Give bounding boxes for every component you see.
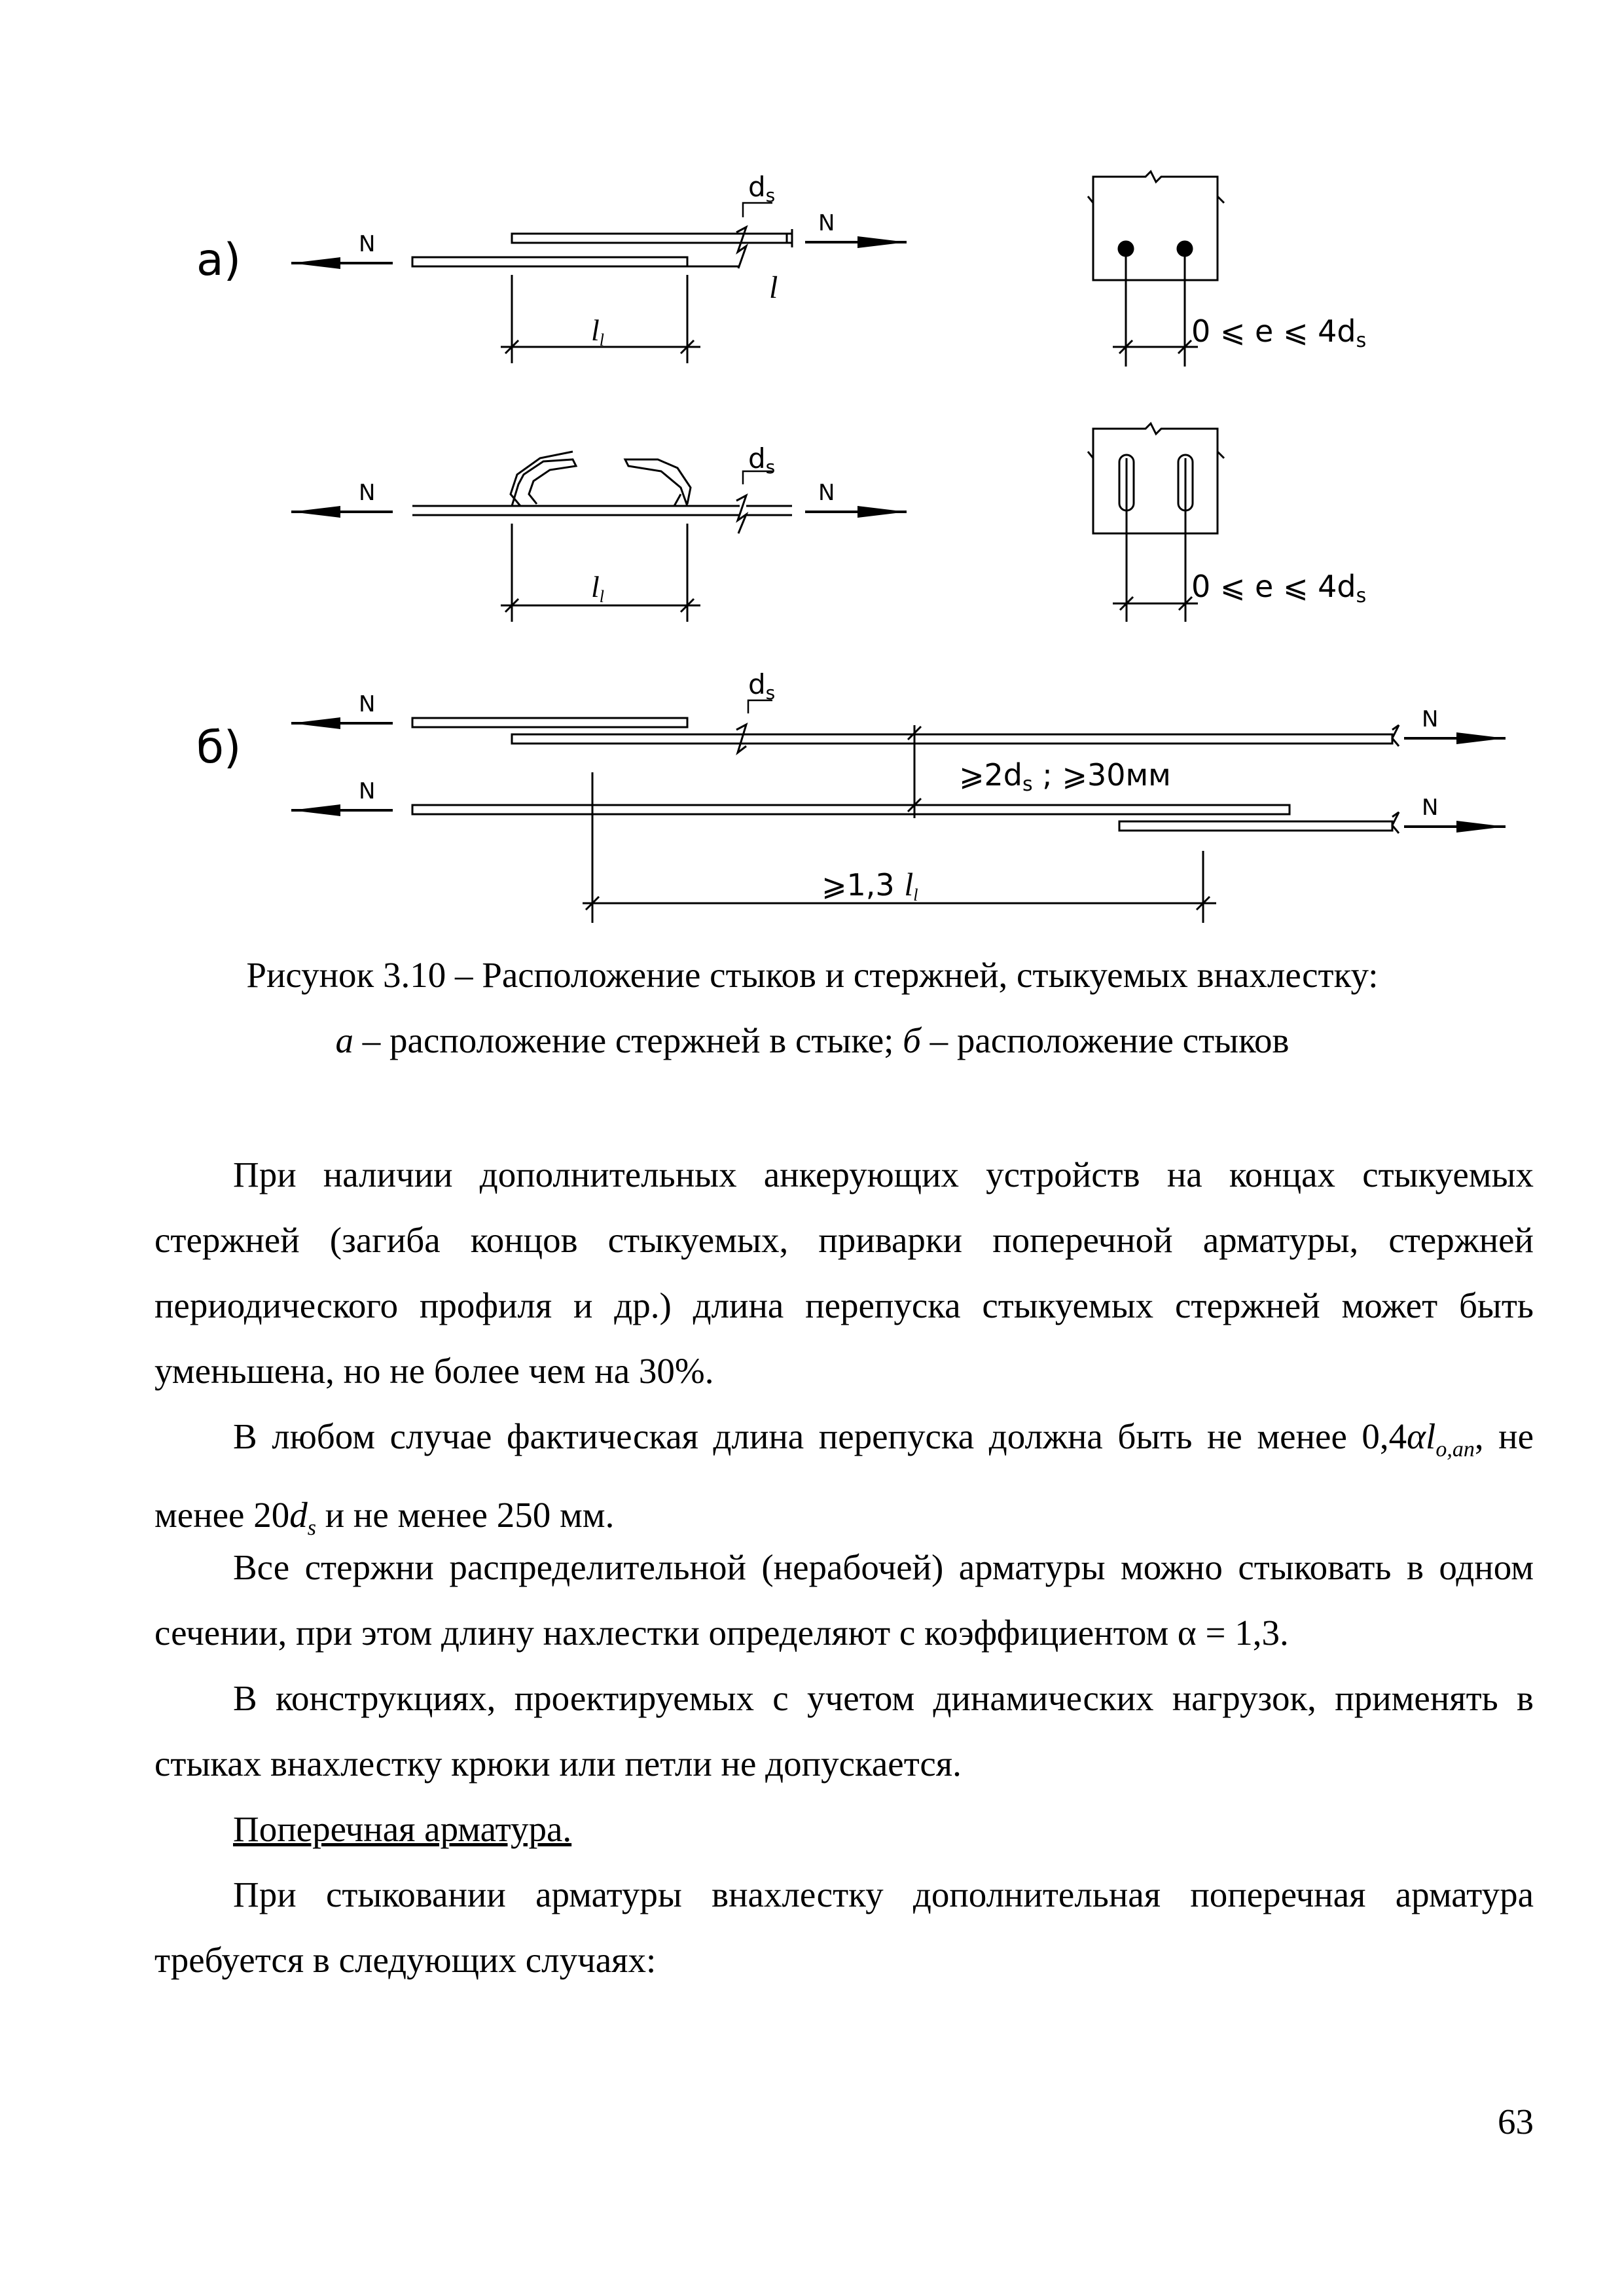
lapped-bars — [412, 234, 787, 266]
paragraph-transverse: При стыковании арматуры внахлестку дополнительная поперечная арматура требуется в следующих случаях: — [154, 1874, 1534, 1980]
bar-break — [736, 203, 792, 268]
figure-caption-line2: а – расположение стержней в стыке; б – расположение стыков — [335, 1020, 1290, 1060]
lap-splice-figure — [0, 0, 1624, 942]
force-label-4: N — [359, 778, 376, 804]
force-label: N — [359, 231, 376, 257]
l1-dimension-2 — [501, 524, 700, 622]
force-label-3: N — [359, 691, 376, 717]
force-label-right-4: N — [1422, 795, 1439, 821]
force-label-right-2: N — [818, 480, 835, 506]
overlap-label: ⩾1,3 ll — [821, 866, 918, 905]
ds-label-2: ds — [748, 442, 776, 478]
ds-label: ds — [748, 171, 776, 206]
spacing-label: ⩾2ds ; ⩾30мм — [959, 757, 1171, 796]
paragraph-anchoring: При наличии дополнительных анкерующих устройств на концах стыкуемых стержней (загиба концов стыкуемых, приварки поперечной арматуры, стержней периодического профиля и др.) длина перепуска стыкуемых стержней может быть уменьшена, но не более чем на 30%. — [154, 1155, 1534, 1391]
hooked-bars — [412, 452, 792, 533]
force-label-right: N — [818, 210, 835, 236]
paragraph-dynamic-loads: В конструкциях, проектируемых с учетом динамических нагрузок, применять в стыках внахлестку крюки или петли не допускается. — [154, 1678, 1534, 1784]
ds-label-3: ds — [748, 668, 776, 704]
force-arrow-left — [291, 257, 393, 269]
l1-dimension — [501, 275, 700, 363]
force-label-right-3: N — [1422, 706, 1439, 732]
force-arrow-right — [805, 236, 907, 248]
force-label-2: N — [359, 480, 376, 506]
force-arrow-right-3 — [1404, 732, 1506, 744]
figure-caption-line1: Рисунок 3.10 – Расположение стыков и стержней, стыкуемых внахлестку: — [246, 955, 1379, 995]
force-arrow-right-4 — [1404, 821, 1506, 833]
label-b: б) — [196, 722, 242, 774]
paragraph-min-length: В любом случае фактическая длина перепуска должна быть не менее $0,4\alpha l_{o,an}$, не менее $20d_s$ и не менее 250 мм. — [154, 1416, 1534, 1540]
force-arrow-left-3 — [291, 717, 393, 729]
l-label: l — [769, 270, 778, 305]
page-number: 63 — [1498, 2102, 1534, 2142]
section-heading: Поперечная арматура. — [233, 1809, 572, 1849]
staggered-bars-bottom — [412, 805, 1399, 833]
staggered-bars-top — [412, 700, 1399, 753]
force-arrow-left-4 — [291, 804, 393, 816]
l1-label: ll — [591, 314, 605, 350]
e-range-label: 0 ⩽ e ⩽ 4ds — [1191, 314, 1367, 352]
force-arrow-left-2 — [291, 506, 393, 518]
label-a: а) — [196, 234, 242, 286]
paragraph-distribution-bars: Все стержни распределительной (нерабочей) арматуры можно стыковать в одном сечении, при этом длину нахлестки определяют с коэффициентом α = 1,3. — [154, 1547, 1534, 1653]
e-range-label-2: 0 ⩽ e ⩽ 4ds — [1191, 569, 1367, 607]
l1-label-2: ll — [591, 570, 605, 606]
force-arrow-right-2 — [805, 506, 907, 518]
